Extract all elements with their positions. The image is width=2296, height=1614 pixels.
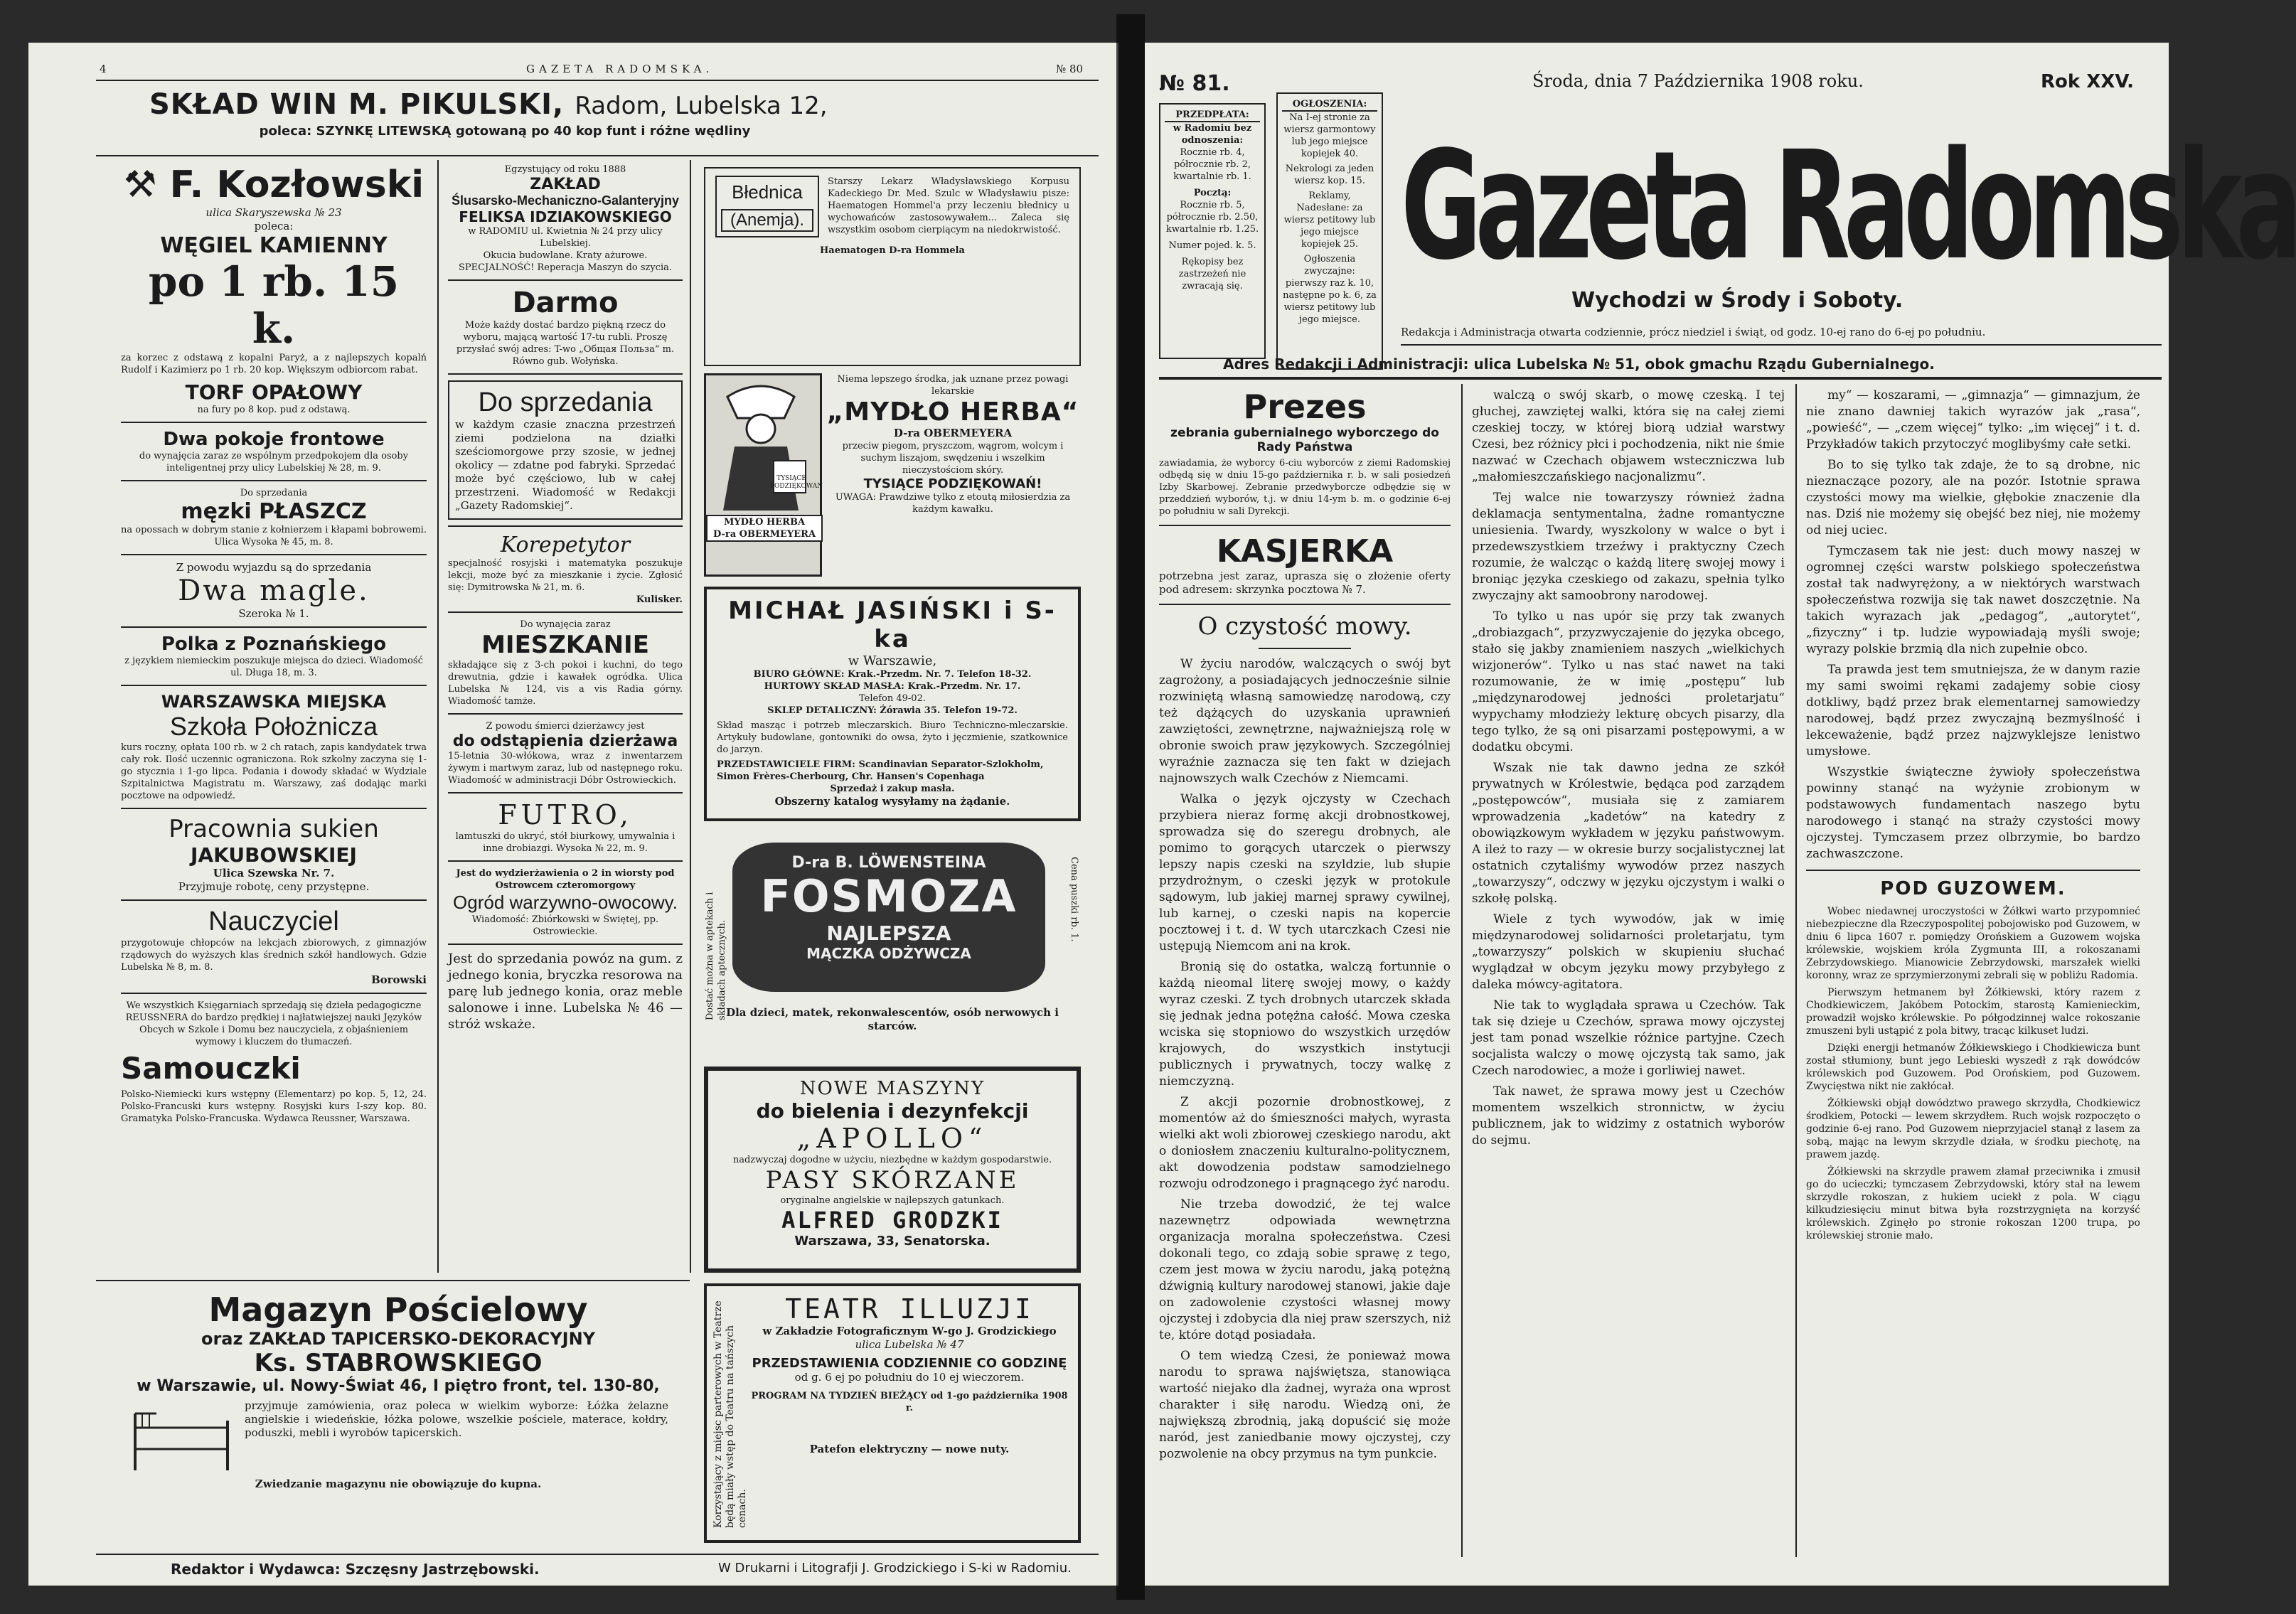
workshop-name: FELIKSA IDZIAKOWSKIEGO — [459, 208, 672, 225]
article-paragraph: Nie tak to wyglądała sprawa u Czechów. Tak tak się dzieje u Czechów, sprawa mowy ojczystej jest tam ponad wszelkie różnice partyjne. Czech socjalista walczy o mowę ojczystą tak samo, jak Czech narodowiec, a może i gorliwiej nawet. — [1472, 998, 1785, 1078]
divider — [121, 685, 427, 686]
soap-lead: Niema lepszego środka, jak uznane przez powagi lekarskie — [837, 374, 1069, 397]
jasinski-agents: PRZEDSTAWICIELE FIRM: Scandinavian Separator-Szlokholm, Simon Frères-Cherbourg, Chr. Hansen's Copenhaga — [717, 759, 1044, 782]
teacher-who: Borowski — [370, 973, 427, 986]
theatre-program: PROGRAM NA TYDZIEŃ BIEŻĄCY od 1-go października 1908 r. — [751, 1391, 1068, 1413]
fosmoza-desc: Dla dzieci, matek, rekonwalescentów, osób nerwowych i starców. — [726, 1006, 1059, 1032]
soap-title: „MYDŁO HERBA“ — [826, 397, 1079, 427]
fosmoza-side-right: Cena puszki rb. 1. — [1069, 857, 1079, 942]
article-paragraph: Tak nawet, że sprawa mowy jest u Czechów momentem wszelkich stronnictw, w życiu publicznem, jak to widzimy z ostatnich wyborów do sejmu. — [1472, 1084, 1785, 1148]
jasinski-desc: Skład masząc i potrzeb mleczarskich. Biuro Techniczno-mleczarskie. Artykuły budowlane, gontowniki do owsa, żyto i jęczmienie, szatkownice do jarzyn. — [717, 720, 1068, 755]
teacher-title: Nauczyciel — [208, 907, 339, 936]
banner-rule — [96, 155, 1099, 156]
furs-desc: lamtuszki do ukryć, stół biurkowy, umywalnia i inne drobiazgi. Wysoka № 22, m. 9. — [455, 831, 676, 854]
jasinski-catalog: Obszerny katalog wysyłamy na żądanie. — [774, 795, 1010, 808]
masthead-rule — [1401, 344, 2162, 346]
left-page — [28, 43, 1118, 1586]
article-paragraph: Z akcji pozornie drobnostkowej, z momentów aż do śmieszności małych, wyrasta wielki akt woli zbiorowej czeskiego narodu, akt o doniosłem znaczeniu kulturalno-politycznem, akt dowodzenia podstaw samodzielnego rozwoju odrodzonego i pragnącego żyć narodu. — [1159, 1095, 1451, 1191]
office-address: Adres Redakcji i Administracji: ulica Lubelska № 51, obok gmachu Rządu Gubernialnego. — [1223, 356, 1935, 373]
darmo-title: Darmo — [512, 287, 619, 319]
dressmaker-name: JAKUBOWSKIEJ — [191, 843, 357, 867]
article-paragraph: Bo to się tylko tak zdaje, że to są drobne, nic nieznaczące pozory, ale na pozór. Istotnie sprawa czystości mowy ma wielkie, głębokie znaczenie dla nas. Dziś nie możemy się obejść bez niej, nie możemy od niej uciec. — [1806, 458, 2140, 538]
sale-ad — [448, 380, 683, 520]
pod-guzowem-title: POD GUZOWEM. — [1880, 878, 2066, 899]
bottom-rule — [96, 1554, 1099, 1555]
divider — [448, 373, 683, 375]
orchard-title: Ogród warzywno-owocowy. — [453, 892, 678, 913]
coat-title: męzki PŁASZCZ — [181, 499, 367, 524]
prezes-sub: zebrania gubernialnego wyborczego do Rady Państwa — [1170, 426, 1439, 454]
flat-ad — [448, 619, 683, 707]
left-column-1 — [121, 164, 427, 1125]
article-paragraph: Wszystkie świąteczne żywioły społeczeństwa powinny stanąć na wyżynie zrobionym w podstawowych fundamentach naszego bytu narodowego i stanąć na straży czystości mowy ojczystej. Tymczasem przez olbrzymie, bo bardzo zachwaszczone. — [1806, 765, 2140, 861]
pillows-addr: w Warszawie, ul. Nowy-Świat 46, I piętro front, tel. 130-80, — [137, 1377, 660, 1395]
jasinski-title: MICHAŁ JASIŃSKI i S-ka — [728, 597, 1057, 653]
divider — [1159, 525, 1451, 526]
pikulski-ad — [149, 88, 1074, 139]
divider — [448, 713, 683, 715]
pillows-title: Magazyn Pościelowy — [208, 1290, 588, 1329]
prepay-l2: Rocznie rb. 4, półrocznie rb. 2, kwartalnie rb. 1. — [1173, 147, 1251, 182]
masthead-schedule: Wychodzi w Środy i Soboty. — [1571, 288, 1903, 313]
jasinski-l1: BIURO GŁÓWNE: Krak.-Przedm. Nr. 7. Telefon 18-32. — [753, 669, 1032, 680]
jasinski-foot: Sprzedaż i zakup masła. — [830, 784, 955, 794]
fosmoza-can — [732, 843, 1045, 992]
ads-l2: Nekrologi za jeden wiersz kop. 15. — [1285, 164, 1374, 186]
issue-ref: № 80 — [1056, 63, 1084, 75]
pillows-sub: oraz ZAKŁAD TAPICERSKO-DEKORACYJNY — [201, 1329, 596, 1349]
ads-price-box — [1276, 92, 1383, 370]
pod-guzowem-paragraph: Żółkiewski objął dowództwo prawego skrzydła, Chodkiewicz środkiem, Potocki — lewem skrzydłem. Ruch wojsk rozpoczęto o godzinie 6-ej rano. Pod Guzowem nieprzyjaciel stanął z lasem za sobą, mając na lewym skrzydle działa, w środku piechotę, na prawem jazdę. — [1806, 1098, 2140, 1160]
article-paragraph: W życiu narodów, walczących o swój byt zagrożony, a posiadających jednocześnie silnie rozwiniętą własną samowiedzę narodową, czy też dążących do uzyskania uprawnień zawziętości, zewnętrzne, najważniejszą rolę w obronie swoich praw językowych. Szczególniej wyraźnie zaznacza się ten fakt w dziejach najnowszych walk Czechów z Niemcami. — [1159, 657, 1451, 786]
haematogen-name: Haematogen D-ra Hommela — [820, 245, 965, 256]
furs-ad — [448, 799, 683, 855]
coat-lead: Do sprzedania — [240, 488, 308, 498]
magle-ad — [121, 561, 427, 621]
editorial-hours: Redakcja i Administracja otwarta codziennie, prócz niedziel i świąt, od godz. 10-ej rano do 6-ej po południu. — [1401, 326, 1986, 338]
article-title: O czystość mowy. — [1197, 612, 1412, 641]
soap-by: D-ra OBERMEYERA — [893, 427, 1013, 439]
orchard-ad — [448, 867, 683, 938]
soap-box-label: MYDŁO HERBA D-ra OBERMEYERA — [706, 515, 823, 542]
sale-title: Do sprzedania — [478, 388, 653, 417]
pikulski-address: Radom, Lubelska 12, — [575, 92, 828, 120]
coat-desc: na opossach w dobrym stanie z kołnierzem i kłapami bobrowemi. Ulica Wysoka № 45, m. 8. — [121, 525, 427, 547]
top-rule — [96, 80, 1099, 81]
column-rule — [1461, 384, 1463, 1557]
flat-title: MIESZKANIE — [481, 631, 649, 659]
divider — [448, 525, 683, 527]
darmo-desc: Może każdy dostać bardzo piękną rzecz do wyboru, mającą wartość 17-tu rubli. Proszę przysłać swój adres: T-wo „Общая Польза“ m. Równo gub. Wołyńska. — [456, 320, 675, 367]
theatre-title: TEATR ILLUZJI — [785, 1293, 1034, 1325]
divider — [121, 480, 427, 481]
workshop-ad — [448, 164, 683, 274]
pod-guzowem-body — [1806, 905, 2140, 1242]
column-rule — [437, 160, 439, 1273]
jasinski-l2: HURTOWY SKŁAD MASŁA: Krak.-Przedm. Nr. 17. — [764, 681, 1021, 692]
masthead-double-rule — [1159, 377, 2162, 380]
hammers-icon: ⚒ — [123, 164, 170, 206]
kozlowski-peat-desc: na fury po 8 kop. pud z odstawą. — [197, 405, 351, 415]
divider — [448, 279, 683, 281]
divider — [121, 808, 427, 809]
self-study-title: Samouczki — [121, 1051, 301, 1086]
magle-addr: Szeroka № 1. — [238, 607, 309, 620]
soap-herba-ad — [704, 373, 1081, 579]
workshop-kind: ZAKŁAD — [530, 176, 601, 193]
ads-l3: Reklamy, Nadesłane: za wiersz petitowy lub jego miejsce kopiejek 25. — [1283, 191, 1376, 250]
midwives-title: WARSZAWSKA MIEJSKA — [161, 692, 387, 712]
kasjerka-body: potrzebna jest zaraz, uprasza się o złożenie oferty pod adresem: skrzynka pocztowa № 7. — [1159, 570, 1451, 596]
kozlowski-peat: TORF OPAŁOWY — [185, 380, 363, 404]
divider — [96, 1280, 690, 1281]
haematogen-desc: Starszy Lekarz Władysławskiego Korpusu Kadeckiego Dr. Med. Szulc w Władysławiu pisze: Haematogen Hommel'a przy leczeniu błednicy u wychowańców zastosowywałem... Zaleca się wszystkim osobom cierpiącym na niedokrwistość. — [828, 176, 1069, 235]
ads-title: OGŁOSZENIA: — [1282, 98, 1377, 112]
divider — [1159, 604, 1451, 605]
polka-desc: z językiem niemieckim poszukuje miejsca do dzieci. Wiadomość ul. Długa 18, m. 3. — [124, 656, 423, 678]
kozlowski-price: po 1 rb. 15 k. — [148, 257, 400, 353]
article-col1 — [1159, 656, 1451, 1463]
flat-desc: składające się z 3-ch pokoi i kuchni, do tego drewutnia, gdzie i kawałek ogródka. Ulica Lubelska № 124, vis a vis Radia górny. Wiadomość tamże. — [448, 660, 683, 707]
midwives-sub: Szkoła Położnicza — [169, 712, 378, 741]
prezes-body: zawiadamia, że wyborcy 6-ciu wyborców z ziemi Radomskiej odbędą się w dniu 15-go października r. b. w sali posiedzeń Izby Skarbowej. Zebranie przedwyborcze odbędzie się w przeddzień wyborów, t.j. w dniu 14-ym b. m. o godzinie 6-ej po południu w sali Dyrekcji. — [1159, 458, 1451, 517]
carriage-desc: Jest do sprzedania powóz na gum. z jednego konia, bryczka resorowa na parę lub jednego konia, oraz meble salonowe i inne. Lubelska № 46 — stróż wskaże. — [448, 951, 683, 1032]
fosmoza-best: NAJLEPSZA — [826, 921, 951, 945]
pillows-note: Zwiedzanie magazynu nie obowiązuje do kupna. — [255, 1477, 542, 1490]
right-column-1 — [1159, 388, 1451, 1467]
tutor-who: Kulisker. — [636, 594, 683, 605]
article-paragraph: Tej walce nie towarzyszy również żadna deklamacja sentymentalna, żadne romantyczne uniesienia. Twardy, wyszkolony w walce o byt i przedewszystkiem trzeźwy i praktyczny Czech rozumie, że walcząc o każdą literę swojej mowy i broniąc języka czeskiego od zakazu, spełnia tylko zwyczajny akt samoobrony narodowej. — [1472, 491, 1785, 603]
column-rule — [690, 160, 691, 1273]
theatre-foot: Patefon elektryczny — nowe nuty. — [809, 1443, 1010, 1455]
divider — [121, 626, 427, 628]
kozlowski-ad — [121, 164, 427, 416]
furs-title: FUTRO, — [498, 799, 633, 830]
bed-icon — [128, 1399, 235, 1477]
lease-desc: 15-letnia 30-włókowa, wraz z inwentarzem żywym i martwym zaraz, lub od następnego roku. Wiadomość w administracji Dóbr Ostrowieckich. — [448, 751, 683, 786]
running-head: GAZETA RADOMSKA. — [526, 63, 714, 75]
prezes-title: Prezes — [1243, 388, 1367, 426]
apollo-belts: PASY SKÓRZANE — [765, 1166, 1020, 1195]
prezes-notice — [1159, 388, 1451, 518]
theatre-shows: PRZEDSTAWIENIA CODZIENNIE CO GODZINĘ — [752, 1356, 1067, 1371]
prepay-l4: Rocznie rb. 5, półrocznie rb. 2.50, kwartalnie rb. 1.25. — [1165, 200, 1259, 235]
lease-lead: Z powodu śmierci dzierżawcy jest — [486, 721, 645, 732]
divider — [448, 944, 683, 945]
pikulski-sub: poleca: SZYNKĘ LITEWSKĄ gotowaną po 40 kop funt i różne wędliny — [259, 124, 751, 139]
left-column-2 — [448, 164, 683, 1032]
kozlowski-coal: WĘGIEL KAMIENNY — [160, 233, 388, 258]
kasjerka-title: KASJERKA — [1216, 533, 1394, 570]
prepay-l6: Rękopisy bez zastrzeżeń nie zwracają się. — [1178, 257, 1246, 292]
jasinski-ad — [704, 587, 1081, 821]
self-study-list: Polsko-Niemiecki kurs wstępny (Elementarz) po kop. 5, 12, 24. Polsko-Francuski kurs wstępny. Rosyjski kurs I-szy kop. 80. Gramatyka Polsko-Francuska. Wydawca Reussner, Warszawa. — [121, 1089, 427, 1124]
teacher-desc: przygotowuje chłopców na lekcjach zbiorowych, z gimnazjów rządowych do wyższych klas średnich szkół handlowych. Gdzie Lubelska № 8, m. 8. — [121, 938, 427, 973]
fosmoza-ad — [704, 828, 1081, 1056]
pod-guzowem-paragraph: Dzięki energji hetmanów Żółkiewskiego i Chodkiewicza bunt został stłumiony, bunt jego Lebieski wyszedł z rąk dowódców królewskich pod Guzowem. Pod Orońskiem, pod Guzowem. Zwycięstwa nikt nie zakłócał. — [1806, 1042, 2140, 1092]
polka-title: Polka z Poznańskiego — [161, 634, 387, 655]
haematogen-title: Błednica — [732, 181, 803, 203]
kozlowski-desc: za korzec z odstawą z kopalni Paryż, a z najlepszych kopalń Rudolf i Kazimierz po 1 rb. 20 kop. Większym odbiorcom rabat. — [121, 353, 427, 375]
haematogen-sub: (Anemja). — [721, 209, 813, 232]
right-column-3 — [1806, 388, 2140, 1246]
lease-title: do odstąpienia dzierżawa — [452, 732, 678, 750]
kozlowski-offer: poleca: — [254, 220, 294, 233]
article-paragraph: Walka o język ojczysty w Czechach przybiera nieraz formę akcji drobnostkowej, sprowadza się do szeregu drobnych, ale pomimo to gorących utarczek o pierwszy lepszy napis czeski na szyldzie, lub słupie przydrożnym, o czeski język w protokule sądowym, lub jakiej marnej sprawy cywilnej, lub karnej, o czeski napis na kopercie pocztowej i t. d. W tych utarczkach Czesi nie ustępują Niemcom ani na krok. — [1159, 792, 1451, 953]
soap-badge: TYSIĄCE PODZIĘKOWAŃ — [770, 475, 823, 490]
flat-lead: Do wynajęcia zaraz — [520, 619, 611, 630]
divider — [121, 554, 427, 555]
divider — [121, 899, 427, 901]
article-col3 — [1806, 388, 2140, 862]
fosmoza-sub: MĄCZKA ODŻYWCZA — [806, 945, 971, 962]
dressmaker-addr: Ulica Szewska Nr. 7. — [213, 867, 335, 880]
article-paragraph: O tem wiedzą Czesi, że ponieważ mowa narodu to sprawa najświętsza, stanowiąca wartość niejako dla żadnej, wyraża ona wprost charakter i siłę narodu. Wiedzą oni, że największą zbrodnią, jaką dopuścić się może naród, jest zaniedbanie mowy ojczystej, czy pozwolenie na obcy przymus na tym punkcie. — [1159, 1349, 1451, 1461]
divider — [121, 422, 427, 423]
soap-desc: przeciw piegom, pryszczom, wągrom, wolcym i suchym liszajom, swędzeniu i wszelkim nieczystościom skóry. — [842, 441, 1064, 476]
kozlowski-street: ulica Skaryszewska № 23 — [205, 206, 342, 219]
orchard-lead: Jest do wydzierżawienia o 2 in wiorsty pod Ostrowcem czteromorgowy — [456, 868, 675, 891]
article-paragraph: Nie trzeba dowodzić, że tej walce nazewnętrz odpowiada wewnętrzna organizacja moralna społeczeństwa. Czesi dokonali tego, co zdają sobie sprawę z tego, czem jest mowa w życiu narodu, jaką potężną dźwignią kultury narodowej stanowi, jakie daje on zadowolenie czystości własnej mowy ojczystej i zdobycia dla niej praw szerszych, niż te, które dotąd posiadała. — [1159, 1197, 1451, 1342]
divider — [448, 792, 683, 793]
article-paragraph: my“ — koszarami, — „gimnazja“ — gimnazjum, że nie znano dawniej takich wyrazów jak „rasa“, „powieść“, — „czem więcej“ tylko: „im więcej“ i t. d. Przykładów takich przytoczyć moglibyśmy całe setki. — [1806, 388, 2140, 451]
sale-desc: w każdym czasie znaczna przestrzeń ziemi podzielona na działki sześciomorgowe przy szosie, w jednej okolicy — zdatne pod fabryki. Sprzedać może być częściowo, lub w całej przestrzeni. Wiadomość w Redakcji „Gazety Radomskiej“. — [455, 418, 676, 512]
tutor-ad — [448, 533, 683, 606]
theatre-street: ulica Lubelska № 47 — [855, 1338, 964, 1351]
apollo-l4: oryginalne angielskie w najlepszych gatunkach. — [780, 1195, 1005, 1206]
apollo-brand: „APOLLO“ — [796, 1123, 988, 1154]
book-gutter — [1116, 14, 1145, 1600]
magle-title: Dwa magle. — [178, 574, 370, 607]
orchard-desc: Wiadomość: Zbiórkowski w Świętej, pp. Ostrowieckie. — [471, 914, 659, 937]
pillows-firm: Ks. STABROWSKIEGO — [254, 1349, 543, 1377]
darmo-ad — [448, 287, 683, 368]
issue-date: Środa, dnia 7 Października 1908 roku. — [1532, 71, 1864, 91]
coat-ad — [121, 487, 427, 548]
article-paragraph: Ta prawda jest tem smutniejsza, że w danym razie my sami swoimi rękami zadajemy sobie ciosy dotkliwy, bądź przez brak elementarnej samowiedzy narodowej, bądź przez zwyczajną bezmyślność i lekceważenie, bądź przez najzwyklejsze lenistwo umysłowe. — [1806, 663, 2140, 759]
apollo-ad — [704, 1067, 1081, 1273]
issue-number: № 81. — [1159, 71, 1230, 96]
article-paragraph: Tymczasem tak nie jest: duch mowy naszej w ogromnej części warstw polskiego społeczeństwa został tak nadwyrężony, a w niektórych warstwach społeczeństwa rozwija się tak nawet doszczętnie. Na takich wyrazach jak „pedagog“, „autorytet“, „fizyczny“ i tp. ludzie wypowiadają myśli swoje; wyrazy polskie brzmią dla nich zupełnie obco. — [1806, 544, 2140, 656]
jasinski-l4: SKLEP DETALICZNY: Żórawia 35. Telefon 19-72. — [767, 705, 1018, 716]
article-paragraph: Bronią się do ostatka, walczą fortunnie o każdą nieomal literę swojej mowy, o każdy wyraz czeski. Z tych drobnych utarczek składa się jednak jedna potężna całość. Mowa czeska wciska się stopniowo do wszystkich urzędów krajowych, do wszystkich instytucji publicznych i prywatnych, toczy walkę z niemczyzną. — [1159, 960, 1451, 1089]
ads-l4: Ogłoszenia zwyczajne: pierwszy raz k. 10, następne po k. 6, za wiersz petitowy lub jego miejsce. — [1283, 254, 1377, 325]
article-paragraph: walczą o swój skarb, o mowę czeską. I tej głuchej, zawziętej walki, która się na całej ziemi czeskiej toczy, w której biorą udział warstwy Czesi, bez różnicy płci i pochodzenia, nikt nie śmie nazwać w Czechach objawem wsteczniczwa lub „małomieszczańskiego nacjonalizmu“. — [1472, 388, 1785, 484]
soap-warn: UWAGA: Prawdziwe tylko z etoutą miłosierdzia za każdym kawałku. — [835, 492, 1071, 515]
teacher-ad — [121, 907, 427, 987]
tutor-desc: specjalność rosyjski i matematyka poszukuje lekcji, może być za mieszkanie i życie. Zgłosić się: Dymitrowska № 21, m. 6. — [448, 558, 683, 593]
theatre-side: Korzystający z miejsc parterowych w Teatrze będą miały wstęp do Teatru na tańszych cenach. — [712, 1300, 748, 1528]
divider — [121, 993, 427, 994]
lease-ad — [448, 720, 683, 786]
rooms-ad — [121, 429, 427, 474]
right-page — [1145, 43, 2296, 1586]
rooms-title: Dwa pokoje frontowe — [163, 429, 385, 450]
prepay-l1: w Radomiu bez odnoszenia: — [1173, 123, 1252, 146]
divider — [448, 860, 683, 862]
column-rule — [1795, 384, 1797, 1557]
prepay-l3: Pocztą: — [1193, 188, 1232, 198]
right-column-2 — [1472, 388, 1785, 1153]
pod-guzowem-paragraph: Pierwszym hetmanem był Żółkiewski, który razem z Chodkiewiczem, Jakóbem Potockim, starostą Kamienieckim, prowadził wojsko królewskie. Po półgodzinnej walce rokoszanie zmuszeni byli ustąpić z pola bitwy, tracąc kilkuset ludzi. — [1806, 987, 2140, 1037]
polka-ad — [121, 634, 427, 679]
jasinski-l3: Telefon 49-02. — [859, 693, 926, 704]
volume-year: Rok XXV. — [2041, 71, 2134, 92]
magle-lead: Z powodu wyjazdu są do sprzedania — [176, 561, 372, 574]
printer-line: W Drukarni i Litografji J. Grodzickiego i S-ki w Radomiu. — [718, 1561, 1072, 1576]
masthead: Gazeta Radomska — [1401, 119, 2296, 293]
dressmaker-title: Pracownia sukien — [169, 815, 379, 843]
pillows-ad — [128, 1290, 668, 1491]
apollo-l2: do bielenia i dezynfekcji — [756, 1099, 1029, 1123]
page-number: 4 — [100, 63, 107, 75]
prepay-l5: Numer pojed. k. 5. — [1168, 240, 1256, 251]
kozlowski-name: F. Kozłowski — [169, 164, 425, 206]
prepay-title: PRZEDPŁATA: — [1165, 109, 1260, 122]
workshop-desc: Ślusarsko-Mechaniczno-Galanteryjny — [451, 193, 680, 208]
fosmoza-maker: D-ra B. LÖWENSTEINA — [791, 854, 986, 872]
rooms-desc: do wynajęcia zaraz ze wspólnym przedpokojem dla osoby inteligentnej przy ulicy Lubelskiej № 28, m. 9. — [139, 451, 409, 474]
subscription-box — [1159, 103, 1266, 359]
workshop-services: Okucia budowlane. Kraty ażurowe. SPECJALNOŚĆ! Reperacja Maszyn do szycia. — [458, 250, 673, 273]
dressmaker-desc: Przyjmuje robotę, ceny przystępne. — [178, 880, 370, 893]
workshop-est: Egzystujący od roku 1888 — [504, 164, 626, 175]
theatre-place: w Zakładzie Fotograficznym W-go J. Grodzickiego — [762, 1325, 1057, 1337]
soap-illustration — [704, 373, 822, 577]
divider — [1806, 870, 2140, 871]
apollo-l1: NOWE MASZYNY — [799, 1078, 986, 1099]
apollo-l3: nadzwyczaj dogodne w użyciu, niezbędne w każdym gospodarstwie. — [732, 1155, 1052, 1165]
editor-line: Redaktor i Wydawca: Szczęsny Jastrzębowski. — [171, 1561, 540, 1578]
theatre-ad — [704, 1283, 1081, 1543]
pillows-desc: przyjmuje zamówienia, oraz poleca w wielkim wyborze: Łóżka żelazne angielskie i wiedeńskie, łóżka polowe, wszelkie pościele, materace, kołdry, poduszki, mebli i wyrobów tapicerskich. — [245, 1399, 668, 1439]
article-paragraph: To tylko u nas upór się przy tak zwanych „drobiazgach“, przyzwyczajenie do języka obcego, stało się jakby znamieniem naszych „wielkichych wizjonerów“. Tylko u nas stać nawet na taki rozumowanie, że w imię „postępu“ lub „międzynarodowej jedności proletarjatu“ wypychamy młodzieży lekturę obcych pisarzy, dla tego tylko, że są oni pisarzami postępowymi, a w dodatku obcymi. — [1472, 609, 1785, 754]
pod-guzowem-paragraph: Wobec niedawnej uroczystości w Żółkwi warto przypomnieć niebezpieczne dla Rzeczypospolitej pobojowisko pod Guzowem, w dniu 6 lipca 1607 r. pomiędzy Orońskiem a Guzowem wojska królewskie, wojskiem króla Zygmunta III, a rokoszanami Zebrzydowskiego. Mianowicie Zebrzydowski, marszałek wielki koronny, wraz ze sprzymierzonymi zebrali się w pobliżu Radomia. — [1806, 906, 2140, 981]
haematogen-ad — [704, 167, 1081, 366]
article-paragraph: Wiele z tych wywodów, jak w imię międzynarodowej solidarności proletarjatu, tym „towarzyszy“ polskich w skupieniu słuchać wyglądzał w obcym języku mowy przybyłego z daleka mówcy-agitatora. — [1472, 912, 1785, 992]
dressmaker-ad — [121, 815, 427, 894]
pikulski-title: SKŁAD WIN M. PIKULSKI, — [149, 88, 565, 121]
article-col2 — [1472, 388, 1785, 1149]
article-paragraph: Wszak nie tak dawno jedna ze szkół prywatnych w Królestwie, będąca pod zarządem „postępowców“, musiała się z zamiarem wprowadzenia „kadetów“ na katedry z obowiązkowym wykładem w języku państwowym. A ileż to razy — w okresie burzy socjalistycznej lat ostatnich czytaliśmy wywodów przez naszych „towarzyszy“, odczwy w języku ojczystym i walki o szkołę polską. — [1472, 761, 1785, 906]
fosmoza-title: FOSMOZA — [760, 870, 1018, 922]
soap-thanks: TYSIĄCE PODZIĘKOWAŃ! — [863, 476, 1042, 491]
tutor-title: Korepetytor — [500, 533, 631, 557]
midwives-ad — [121, 692, 427, 802]
theatre-hours: od g. 6 ej po południu do 10 ej wieczorem. — [794, 1371, 1025, 1384]
ads-l1: Na I-ej stronie za wiersz garmontowy lub jego miejsce kopiejek 40. — [1283, 112, 1376, 159]
self-study-ad — [121, 1000, 427, 1125]
carriage-ad — [448, 951, 683, 1032]
workshop-place: w RADOMIU ul. Kwietnia № 24 przy ulicy Lubelskiej. — [468, 226, 663, 249]
apollo-addr: Warszawa, 33, Senatorska. — [794, 1234, 991, 1249]
pod-guzowem-paragraph: Żółkiewski na skrzydle prawem złamał przeciwnika i zmusił go do ucieczki; tymczasem Zebrzydowski, który stał na lewem skrzydle rokoszan, z hukiem uciekł z pola. W ciągu kilkudziesięciu minut bitwa była rozstrzygnięta na korzyść królewskich. Zginęło po stronie rokoszan 1200 trupa, po królewskiej stronie mało. — [1806, 1166, 2140, 1241]
divider — [1259, 648, 1351, 649]
fosmoza-side-left: Dostać można w aptekach i składach aptecznych. — [705, 892, 727, 1020]
kasjerka-notice — [1159, 533, 1451, 597]
jasinski-city: w Warszawie, — [848, 653, 937, 668]
apollo-firm: ALFRED GRODZKI — [781, 1207, 1003, 1234]
midwives-desc: kurs roczny, opłata 100 rb. w 2 ch ratach, zapis kandydatek trwa cały rok. Ilość uczennic ograniczona. Rok szkolny zaczyna się 1-go stycznia i 1-go lipca. Podania i dowody składać w Wydziale Szpitalnictwa Magistratu m. Warszawy, zaś dodając marki pocztowe na odpowiedź. — [121, 742, 427, 801]
divider — [448, 611, 683, 613]
self-study-lead: We wszystkich Księgarniach sprzedają się dzieła pedagogiczne REUSSNERA do bardzo prędkiej i najłatwiejszej nauki Języków Obcych w Szkole i Domu bez nauczyciela, z objaśnieniem wymowy i kluczem do tłumaczeń. — [125, 1000, 422, 1047]
